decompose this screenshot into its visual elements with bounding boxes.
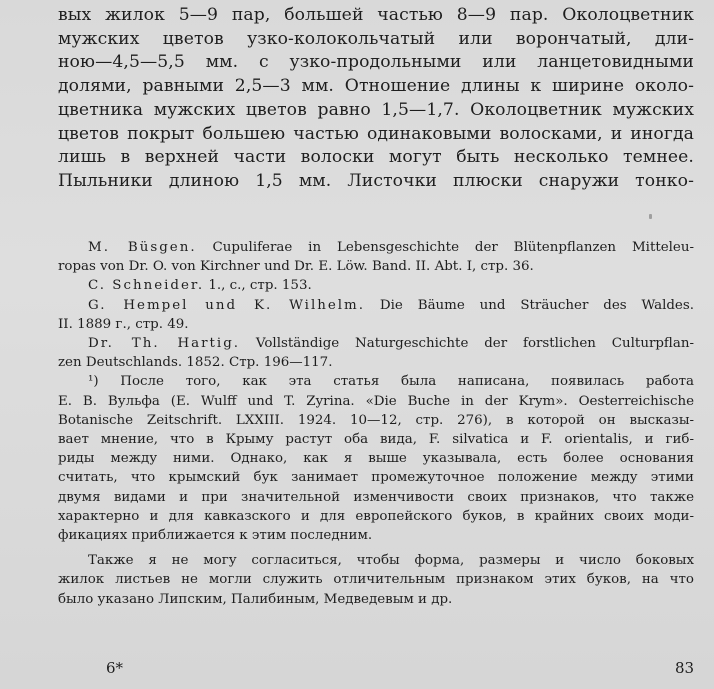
reference-text: Die Bäume und Sträucher des Waldes. xyxy=(379,297,694,313)
reference-author: G. Hempel und K. Wilhelm. xyxy=(88,297,366,313)
footnote-line: ¹) После того, как эта статья была написана, появилась работа xyxy=(88,374,694,390)
footnote-line: считать, что крымский бук занимает промежуточное положение между этими xyxy=(58,470,694,486)
reference-text: ropas von Dr. O. von Kirchner und Dr. E. Löw. Band. II. Abt. I, стр. 36. xyxy=(58,259,534,275)
main-text-line: долями, равными 2,5—3 мм. Отношение длины к ширине около- xyxy=(58,76,694,97)
closing-line: жилок листьев не могли служить отличительным признаком этих буков, на что xyxy=(58,572,694,588)
reference-text: Vollständige Naturgeschichte der forstlichen Culturpflan- xyxy=(255,336,694,352)
footnote-line: вает мнение, что в Крыму растут оба вида, F. silvatica и F. orientalis, и гиб- xyxy=(58,432,694,448)
reference-author: C. Schneider. xyxy=(88,278,205,294)
reference-text: II. 1889 г., стр. 49. xyxy=(58,316,189,332)
footnote-line: характерно и для кавказского и для европейского буков, в крайних своих моди- xyxy=(58,508,694,524)
footnote-line: двумя видами и при значительной изменчивости своих признаков, что также xyxy=(58,489,694,505)
main-text-line: мужских цветов узко-колокольчатый или ворончатый, дли- xyxy=(58,28,694,49)
footnote-line: фикациях приближается к этим последним. xyxy=(58,528,373,544)
paper-speck xyxy=(649,214,652,219)
closing-paragraph xyxy=(58,551,694,609)
reference-author: Dr. Th. Hartig. xyxy=(88,336,241,352)
main-text-line: вых жилок 5—9 пар, большей частью 8—9 пар. Околоцветник xyxy=(58,5,694,25)
main-text-line: Пыльники длиною 1,5 мм. Листочки плюски снаружи тонко- xyxy=(58,170,694,191)
main-text-line: ною—4,5—5,5 мм. с узко-продольными или ланцетовидными xyxy=(58,52,694,73)
reference-hartig xyxy=(58,334,694,372)
reference-hempel xyxy=(58,296,694,334)
reference-author: M. Büsgen. xyxy=(88,240,197,255)
page-number: 83 xyxy=(675,659,695,677)
main-text-line: цветника мужских цветов равно 1,5—1,7. Околоцветник мужских xyxy=(58,99,694,120)
main-text-line: лишь в верхней части волоски могут быть несколько темнее. xyxy=(58,147,694,168)
footnote-line: Е. В. Вульфа (E. Wulff und T. Zyrina. «Die Buche in der Krym». Oesterreichische xyxy=(58,393,694,409)
reference-text: Cupuliferae in Lebensgeschichte der Blütenpflanzen Mitteleu- xyxy=(212,240,694,255)
reference-text: 1., с., стр. 153. xyxy=(208,278,312,294)
footnote-line: Botanische Zeitschrift. LXXIII. 1924. 10—12, стр. 276), в которой он высказы- xyxy=(58,412,694,428)
reference-text: zen Deutschlands. 1852. Стр. 196—117. xyxy=(58,355,333,371)
main-paragraph xyxy=(58,4,694,194)
references-section xyxy=(58,238,694,609)
closing-line: Также я не могу согласиться, чтобы форма, размеры и число боковых xyxy=(88,553,694,569)
main-text-line: цветов покрыт большею частью одинаковыми волосками, и иногда xyxy=(58,123,694,144)
reference-busgen xyxy=(58,238,694,276)
footnote xyxy=(58,372,694,545)
signature-mark: 6* xyxy=(106,659,124,677)
closing-line: было указано Липским, Палибиным, Медведевым и др. xyxy=(58,591,453,607)
footnote-line: риды между ними. Однако, как я выше указывала, есть более основания xyxy=(58,451,694,467)
reference-schneider xyxy=(58,276,694,295)
